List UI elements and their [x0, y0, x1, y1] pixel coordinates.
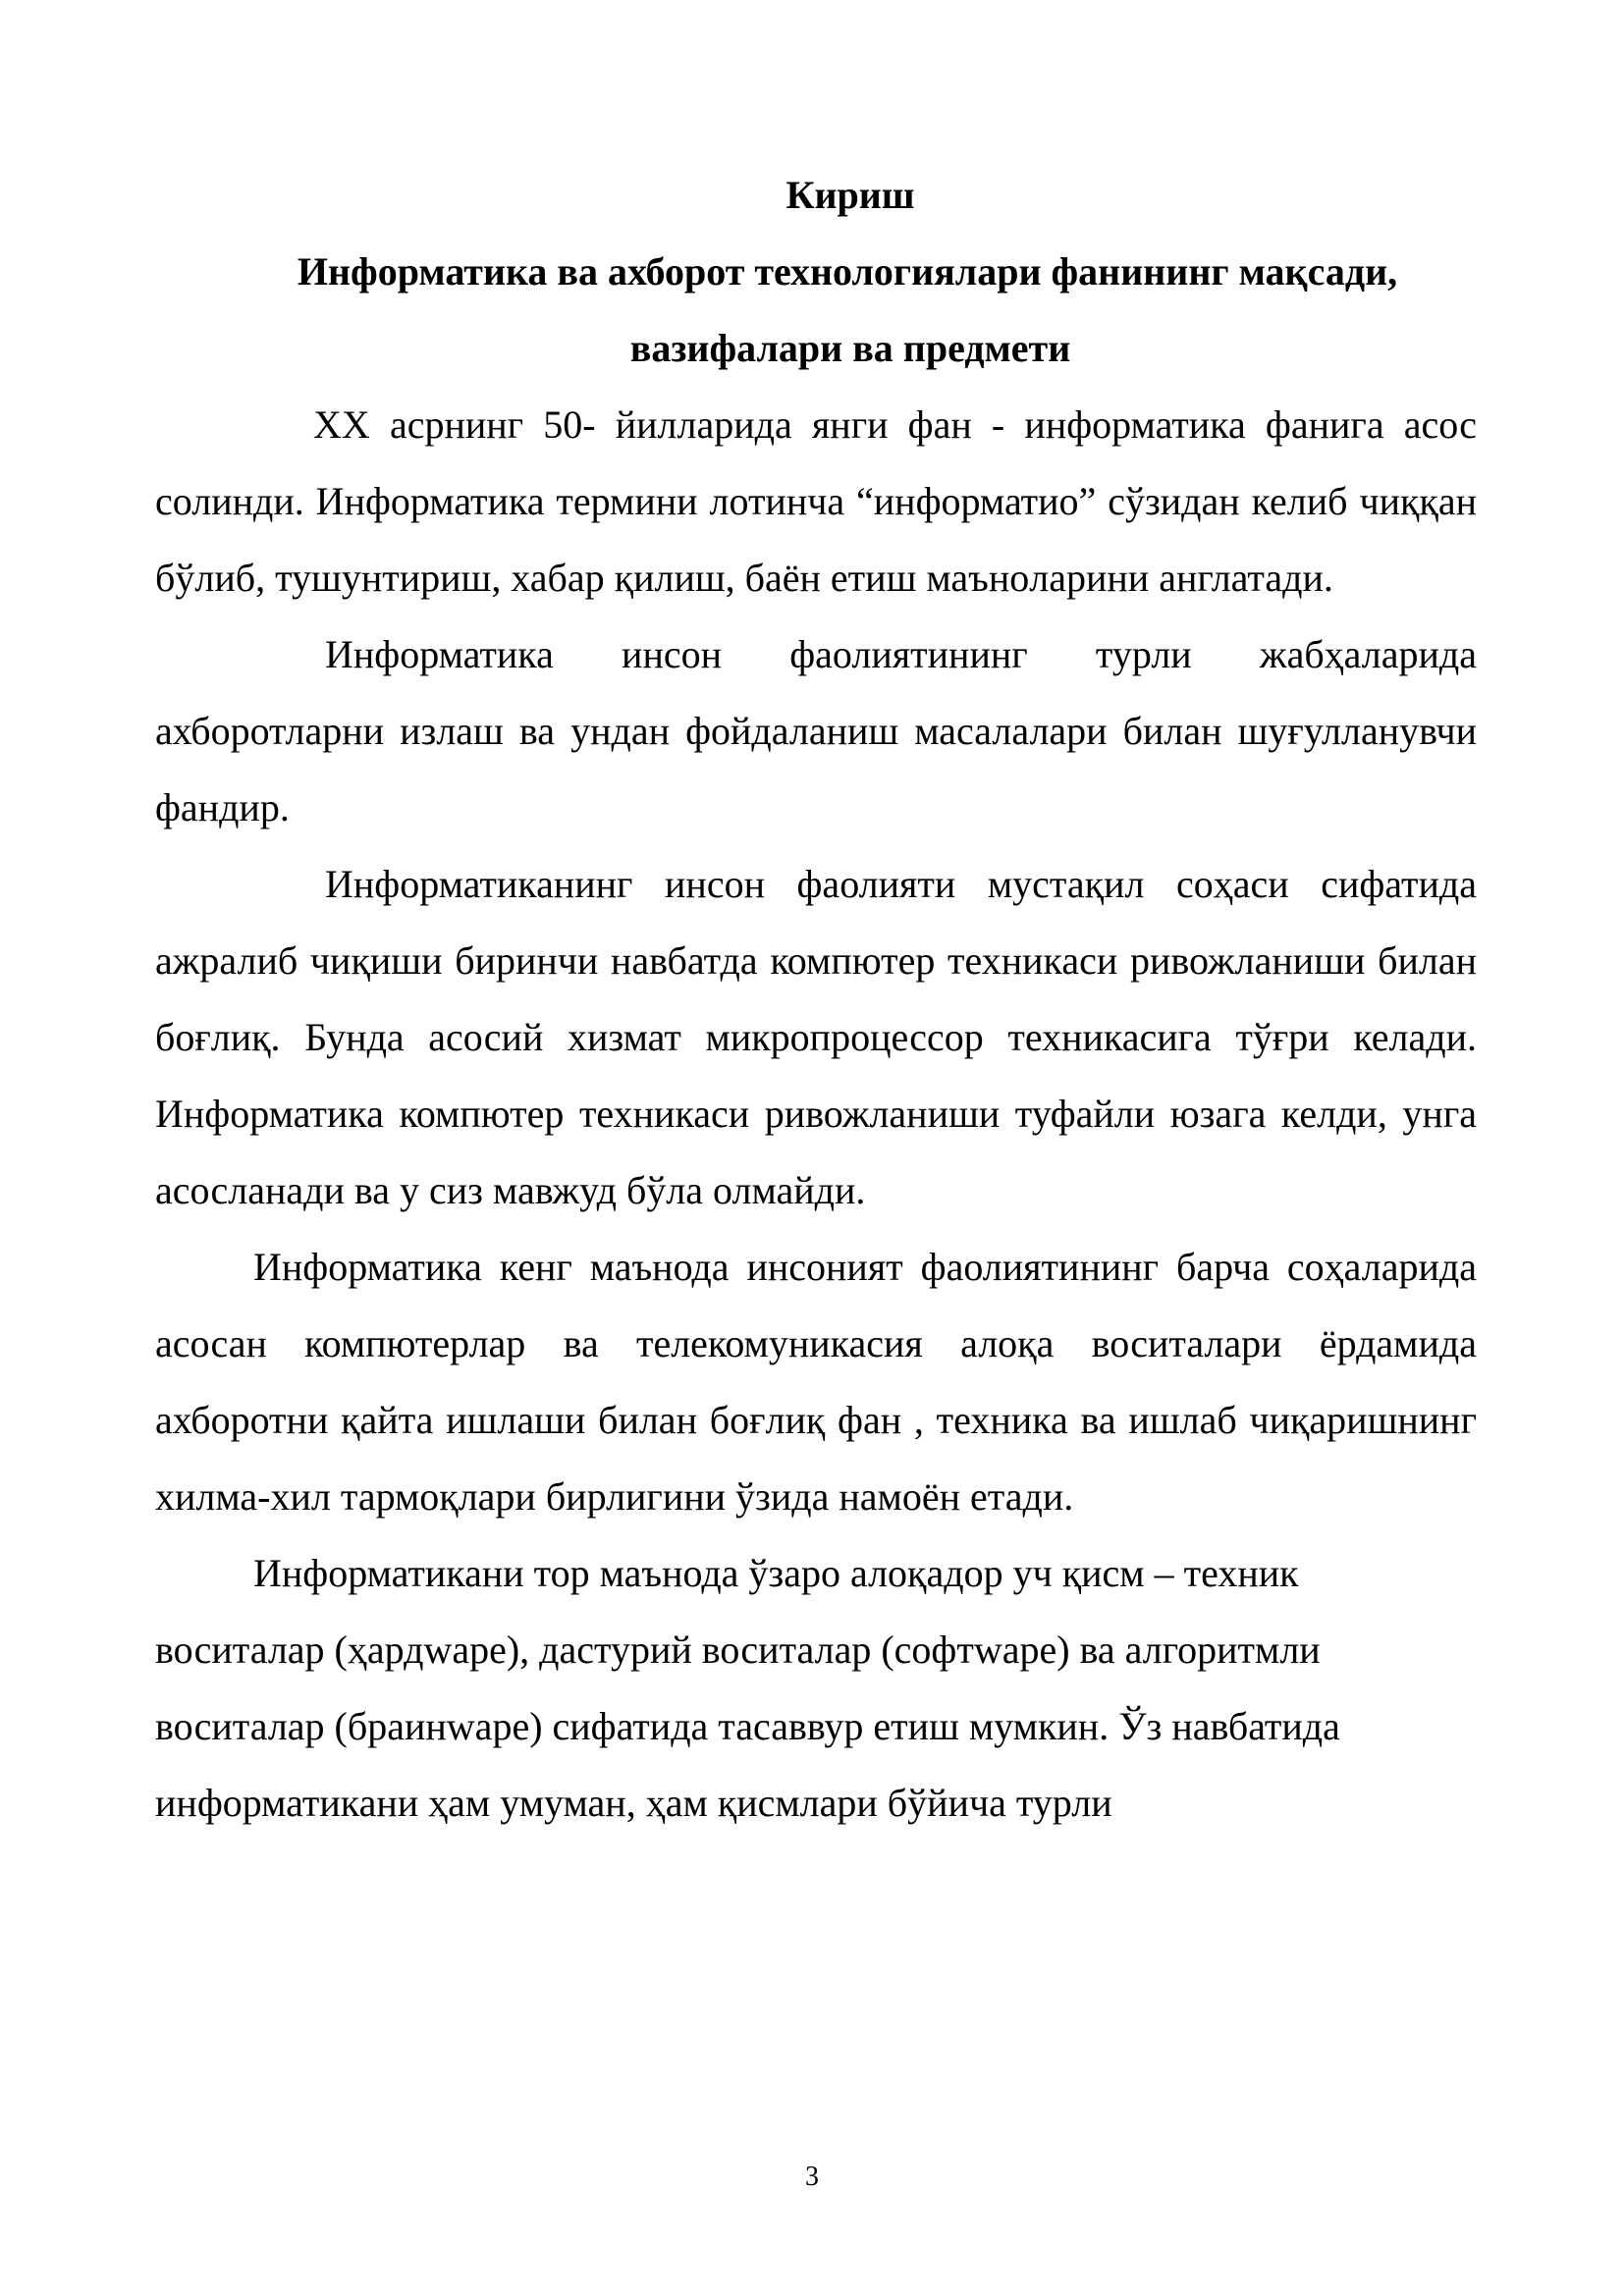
paragraph-4: Информатика кенг маънода инсоният фаолиятининг барча соҳаларида асосан компютерлар ва телекомуникасия алоқа воситалари ёрдамида ахборотни қайта ишлаши билан боғлиқ фан , техника ва ишлаб чиқаришнинг хилма-хил тармоқлари бирлигини ўзида намоён етади. — [155, 1245, 1477, 1519]
paragraph-3: Информатиканинг инсон фаолияти мустақил соҳаси сифатида ажралиб чиқиши биринчи навбатда компютер техникаси ривожланиши билан боғлиқ. Бунда асосий хизмат микропроцессор техникасига тўғри келади. Информатика компютер техникаси ривожланиши туфайли юзага келди, унга асосланади ва у сиз мавжуд бўла олмайди. — [155, 862, 1477, 1212]
page-content — [155, 157, 1477, 1842]
page-number: 3 — [805, 2162, 819, 2192]
document-subtitle-line-2: вазифалари ва предмети — [629, 326, 1071, 370]
document-title: Кириш — [785, 173, 915, 217]
paragraph-5: Информатикани тор маънода ўзаро алоқадор уч қисм – техник воситалар (ҳардwаре), дастурий воситалар (софтwаре) ва алгоритмли воситалар (браинwаре) сифатида тасаввур етиш мумкин. Ўз навбатида информатикани ҳам умуман, ҳам қисмлари бўйича турли — [155, 1551, 1340, 1825]
paragraph-2: Информатика инсон фаолиятининг турли жабҳаларида ахборотларни излаш ва ундан фойдаланиш масалалари билан шуғулланувчи фандир. — [155, 632, 1477, 829]
document-subtitle-line-1: Информатика ва ахборот технологиялари фанининг мақсади, — [297, 249, 1398, 294]
paragraph-1: XX асрнинг 50- йилларида янги фан - информатика фанига асос солинди. Информатика термини лотинча “информатио” сўзидан келиб чиққан бўлиб, тушунтириш, хабар қилиш, баён етиш маънoларини англатади. — [155, 402, 1477, 600]
